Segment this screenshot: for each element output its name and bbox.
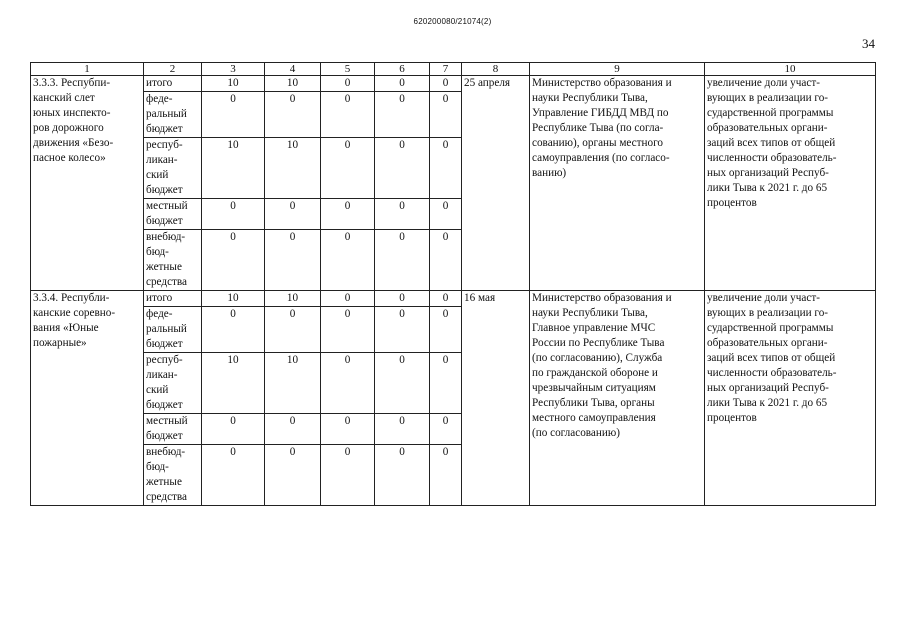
funding-source: феде- ральный бюджет <box>144 307 202 353</box>
value-cell: 10 <box>265 291 321 307</box>
value-cell: 10 <box>265 353 321 414</box>
value-cell: 0 <box>202 199 265 230</box>
header-cell: 1 <box>31 63 144 76</box>
activity-executors: Министерство образования и науки Республики Тыва, Управление ГИБДД МВД по Республике Тыва (по согла- сованию), органы местного самоуправления (по согласо- ванию) <box>530 76 705 291</box>
value-cell: 10 <box>202 76 265 92</box>
header-cell: 6 <box>375 63 430 76</box>
header-cell: 10 <box>705 63 876 76</box>
value-cell: 0 <box>265 230 321 291</box>
value-cell: 10 <box>202 138 265 199</box>
value-cell: 0 <box>321 353 375 414</box>
value-cell: 0 <box>321 92 375 138</box>
value-cell: 0 <box>430 92 462 138</box>
funding-source: итого <box>144 291 202 307</box>
value-cell: 0 <box>430 230 462 291</box>
table-row <box>31 291 876 307</box>
activities-table <box>30 62 876 506</box>
value-cell: 0 <box>430 307 462 353</box>
value-cell: 0 <box>265 92 321 138</box>
value-cell: 0 <box>375 230 430 291</box>
value-cell: 10 <box>265 76 321 92</box>
value-cell: 0 <box>375 138 430 199</box>
value-cell: 0 <box>202 445 265 506</box>
activity-name: 3.3.4. Республи- канские соревно- вания «Юные пожарные» <box>31 291 144 506</box>
activity-executors: Министерство образования и науки Республики Тыва, Главное управление МЧС России по Республике Тыва (по согласованию), Служба по гражданской обороне и чрезвычайным ситуациям Республики Тыва, органы местного самоуправления (по согласованию) <box>530 291 705 506</box>
activity-result: увеличение доли участ- вующих в реализации го- сударственной программы образовательных органи- заций всех типов от общей численности образователь- ных организаций Респуб- лики Тыва к 2021 г. до 65 процентов <box>705 76 876 291</box>
funding-source: респуб- ликан- ский бюджет <box>144 353 202 414</box>
value-cell: 0 <box>430 138 462 199</box>
value-cell: 0 <box>321 230 375 291</box>
value-cell: 0 <box>321 445 375 506</box>
value-cell: 0 <box>321 76 375 92</box>
value-cell: 0 <box>375 445 430 506</box>
value-cell: 0 <box>375 76 430 92</box>
value-cell: 0 <box>321 138 375 199</box>
value-cell: 0 <box>375 353 430 414</box>
document-code: 620200080/21074(2) <box>413 17 492 26</box>
value-cell: 0 <box>430 445 462 506</box>
value-cell: 0 <box>375 307 430 353</box>
header-cell: 5 <box>321 63 375 76</box>
header-cell: 9 <box>530 63 705 76</box>
funding-source: итого <box>144 76 202 92</box>
value-cell: 0 <box>430 353 462 414</box>
value-cell: 0 <box>430 414 462 445</box>
funding-source: местный бюджет <box>144 199 202 230</box>
value-cell: 0 <box>430 199 462 230</box>
value-cell: 10 <box>202 291 265 307</box>
value-cell: 0 <box>321 291 375 307</box>
value-cell: 0 <box>265 307 321 353</box>
activity-date: 16 мая <box>462 291 530 506</box>
value-cell: 10 <box>202 353 265 414</box>
activity-date: 25 апреля <box>462 76 530 291</box>
table-row <box>31 76 876 92</box>
value-cell: 0 <box>321 199 375 230</box>
value-cell: 0 <box>202 92 265 138</box>
value-cell: 0 <box>430 76 462 92</box>
value-cell: 10 <box>265 138 321 199</box>
funding-source: респуб- ликан- ский бюджет <box>144 138 202 199</box>
header-cell: 7 <box>430 63 462 76</box>
value-cell: 0 <box>430 291 462 307</box>
header-cell: 3 <box>202 63 265 76</box>
activity-result: увеличение доли участ- вующих в реализации го- сударственной программы образовательных органи- заций всех типов от общей численности образователь- ных организаций Респуб- лики Тыва к 2021 г. до 65 процентов <box>705 291 876 506</box>
funding-source: феде- ральный бюджет <box>144 92 202 138</box>
value-cell: 0 <box>375 414 430 445</box>
value-cell: 0 <box>375 92 430 138</box>
value-cell: 0 <box>375 199 430 230</box>
header-cell: 8 <box>462 63 530 76</box>
activity-name: 3.3.3. Респубпи- канский слет юных инспекто- ров дорожного движения «Безо- пасное колесо» <box>31 76 144 291</box>
value-cell: 0 <box>321 414 375 445</box>
header-row <box>31 63 876 76</box>
header-cell: 2 <box>144 63 202 76</box>
header-cell: 4 <box>265 63 321 76</box>
value-cell: 0 <box>375 291 430 307</box>
value-cell: 0 <box>265 445 321 506</box>
value-cell: 0 <box>265 414 321 445</box>
page-number: 34 <box>862 36 875 51</box>
funding-source: внебюд- бюд- жетные средства <box>144 445 202 506</box>
value-cell: 0 <box>265 199 321 230</box>
funding-source: внебюд- бюд- жетные средства <box>144 230 202 291</box>
value-cell: 0 <box>202 230 265 291</box>
value-cell: 0 <box>321 307 375 353</box>
value-cell: 0 <box>202 414 265 445</box>
funding-source: местный бюджет <box>144 414 202 445</box>
value-cell: 0 <box>202 307 265 353</box>
